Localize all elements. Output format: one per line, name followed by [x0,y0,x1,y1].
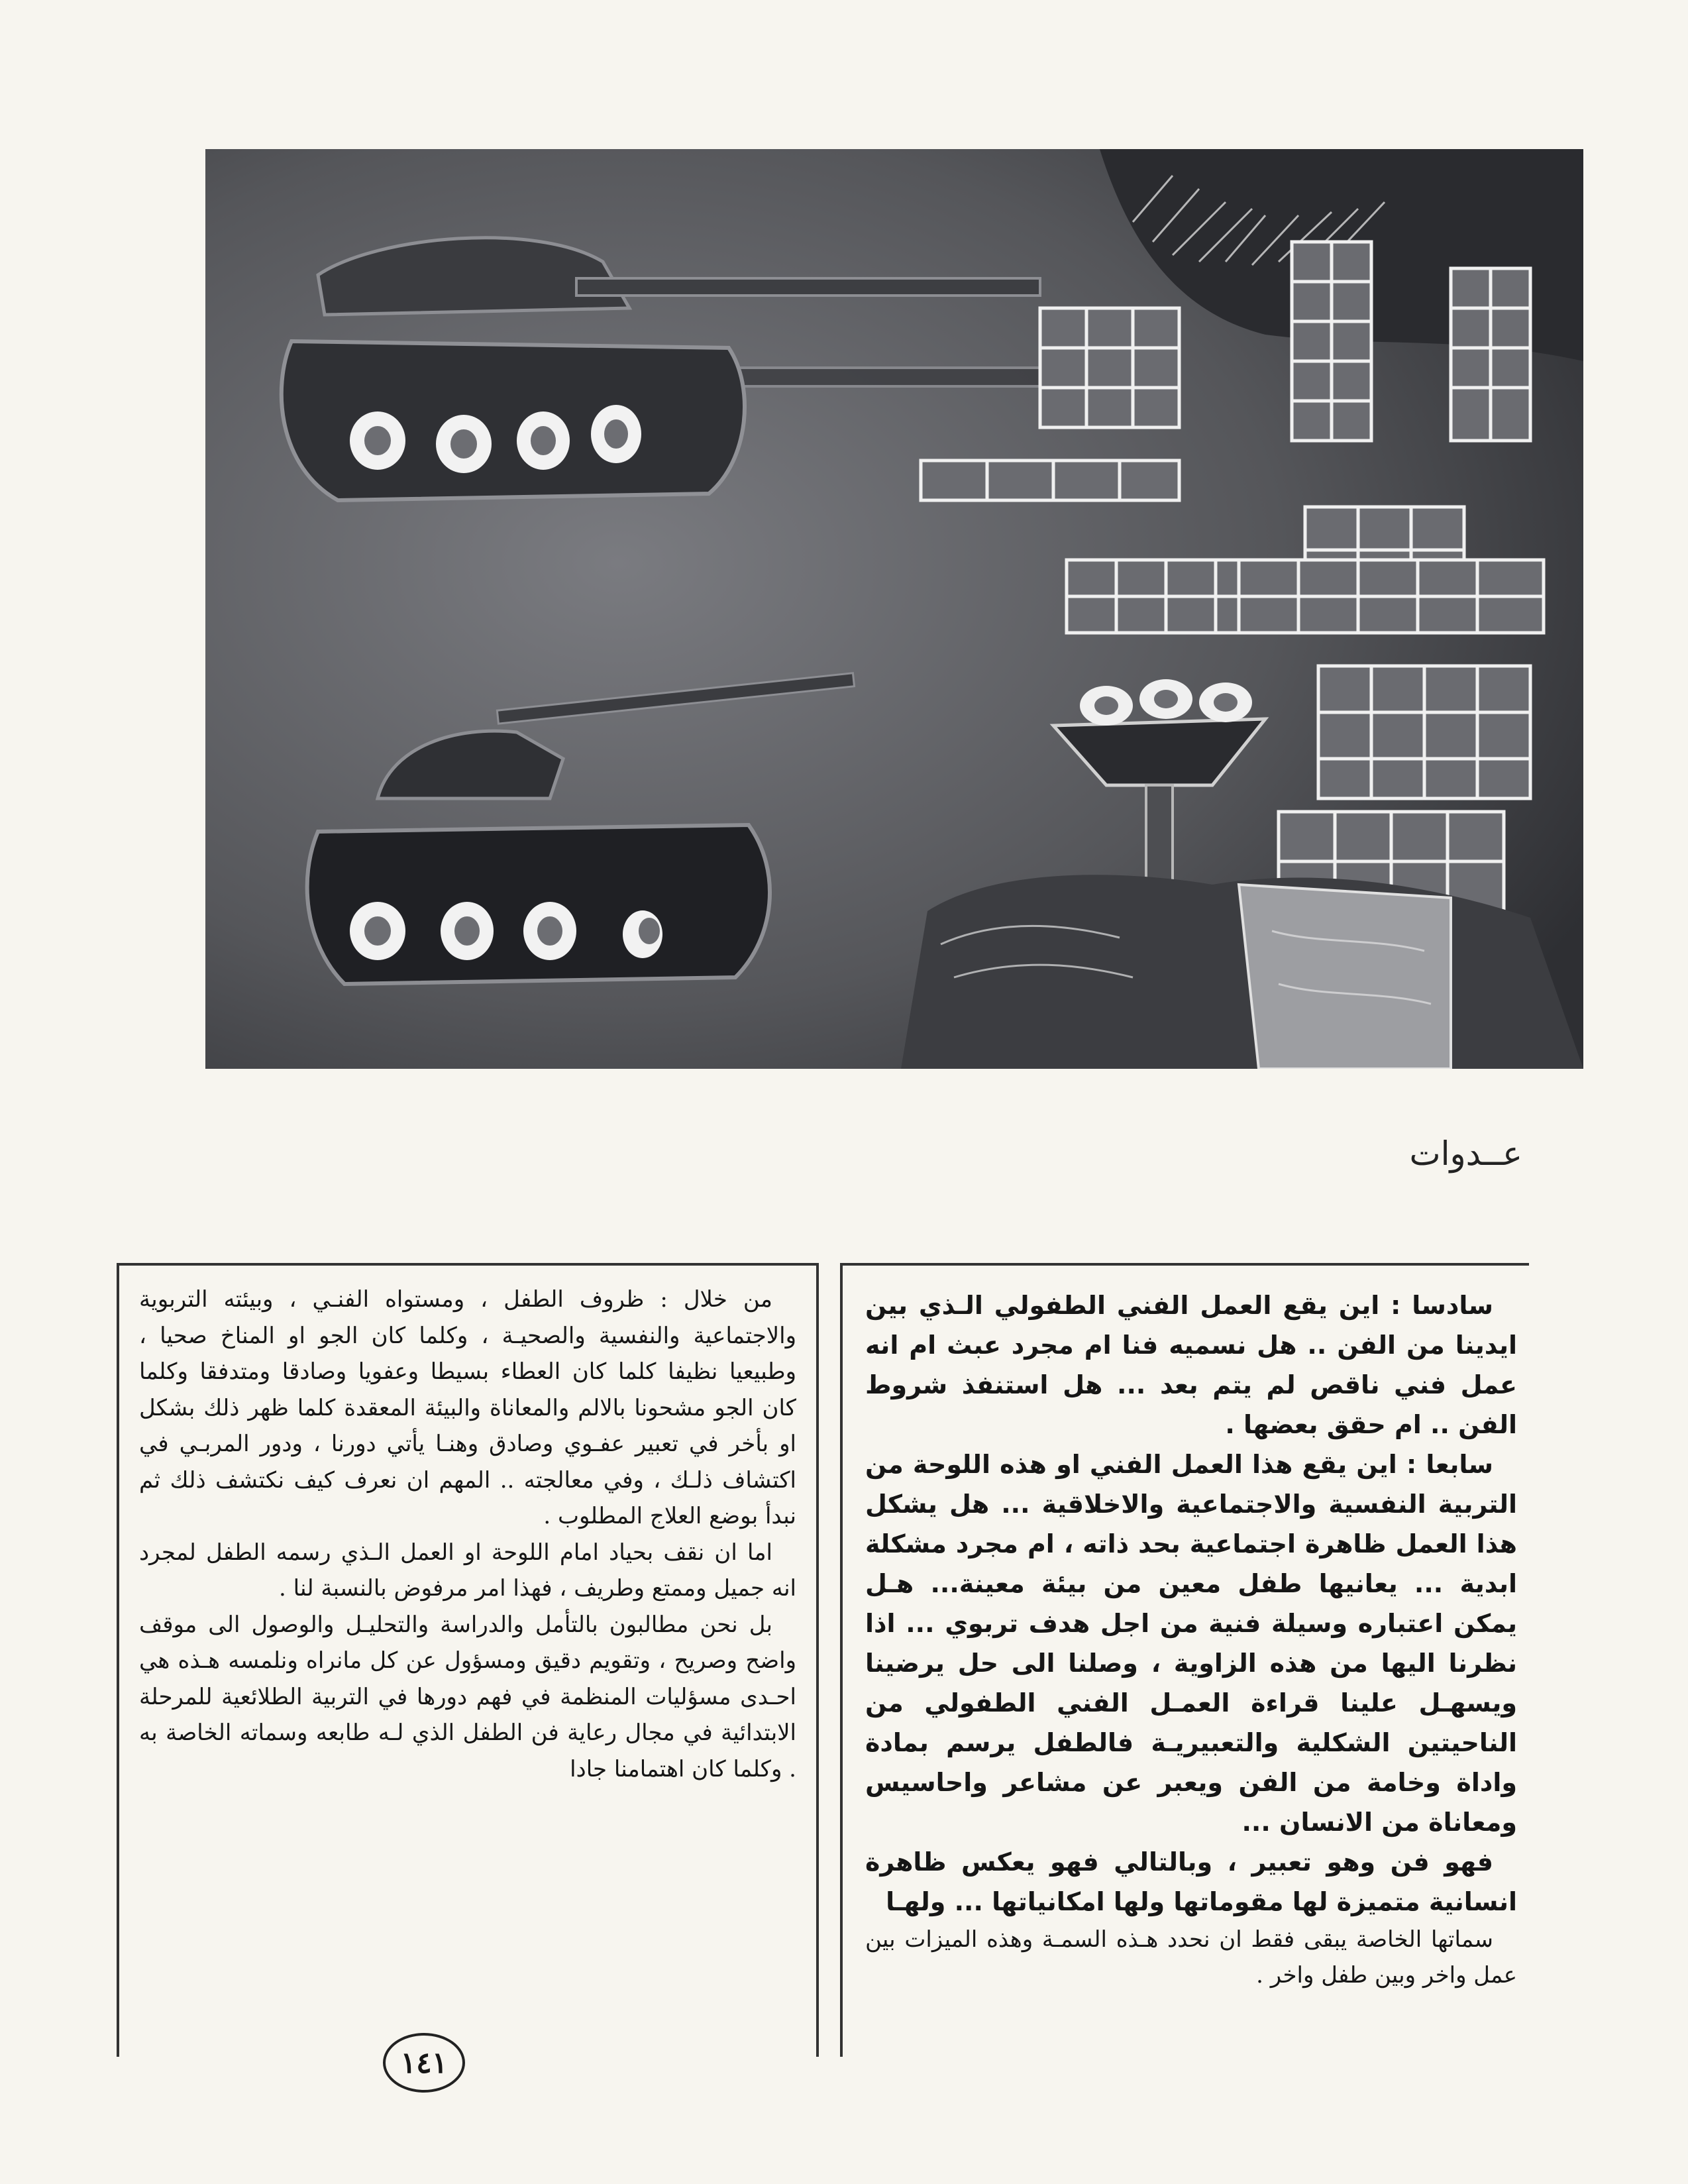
paragraph-sixth: سادسا : اين يقع العمل الفني الطفولي الـذي بين ايدينا من الفن .. هل نسميه فنا ام مجرد عبث ام انه عمل فني ناقص لم يتم بعد ... هل استنفذ شروط الفن .. ام حقق بعضها . [865,1291,1517,1439]
paragraph-neutrality: اما ان نقف بحياد امام اللوحة او العمل الـذي رسمه الطفل لمجرد انه جميل وممتع وطريف ، فهذا امر مرفوض بالنسبة لنا . [139,1539,796,1602]
paragraph-art-expression: فهو فن وهو تعبير ، وبالتالي فهو يعكس ظاهرة انسانية متميزة لها مقوماتها ولها امكانياتها ... ولهـا [865,1847,1517,1916]
text-column-left [117,1263,819,2057]
paragraph-conditions: من خلال : ظروف الطفل ، ومستواه الفنـي ، وبيئته التربوية والاجتماعية والنفسية والصحيـة ، وكلما كان الجو او المناخ صحيا ، وطبيعيا نظيفا كلما كان العطاء بسيطا وعفويا وصادقا ومتدفقا وكلما كان الجو مشحونا بالالم والمعاناة والبيئة المعقدة كلما ظهر ذلك بشكل او بأخر في تعبير عفـوي وصادق وهنـا يأتي دورنا ، ودور المربـي في اكتشاف ذلـك ، وفي معالجته .. المهم ان نعرف كيف نكتشف ذلك ثم نبدأ بوضع العلاج المطلوب . [139,1286,796,1529]
figure-caption: عــدوات [1409,1134,1522,1173]
paragraph-seventh: سابعا : اين يقع هذا العمل الفني او هذه اللوحة من التربية النفسية والاجتماعية والاخلاقية ... هل يشكل هذا العمل ظاهرة اجتماعية بحد ذاته ، ام مجرد مشكلة ابدية ... يعانيها طفل معين من بيئة معينة... هـل يمكن اعتباره وسيلة فنية من اجل هدف تربوي ... اذا نظرنا اليها من هذه الزاوية ، وصلنا الى حل يرضينا ويسهـل علينا قراءة العمـل الفني الطفولي من الناحيتين الشكلية والتعبيريـة فالطفل يرسم بمادة واداة وخامة من الفن ويعبر عن مشاعر واحاسيس ومعاناة من الانسان ... [865,1450,1517,1837]
figure-painting [205,149,1583,1069]
page-number: ١٤١ [383,2033,465,2093]
paragraph-responsibility: بل نحن مطالبون بالتأمل والدراسة والتحليـل والوصول الى موقف واضح وصريح ، وتقويم دقيق ومسؤول عن كل مانراه ونلمسه هـذه هي احـدى مسؤليات المنظمة في فهم دورها في التربية الطلائعية للمرحلة الابتدائية في مجال رعاية فن الطفل الذي لـه طابعه وسماته الخاصة به . وكلما كان اهتمامنا جادا [139,1611,796,1782]
rubble [901,875,1583,1069]
text-column-right [840,1263,1529,2057]
paragraph-features: سماتها الخاصة يبقى فقط ان نحدد هـذه السمـة وهذه الميزات بين عمل واخر وبين طفل واخر . [865,1926,1517,1989]
